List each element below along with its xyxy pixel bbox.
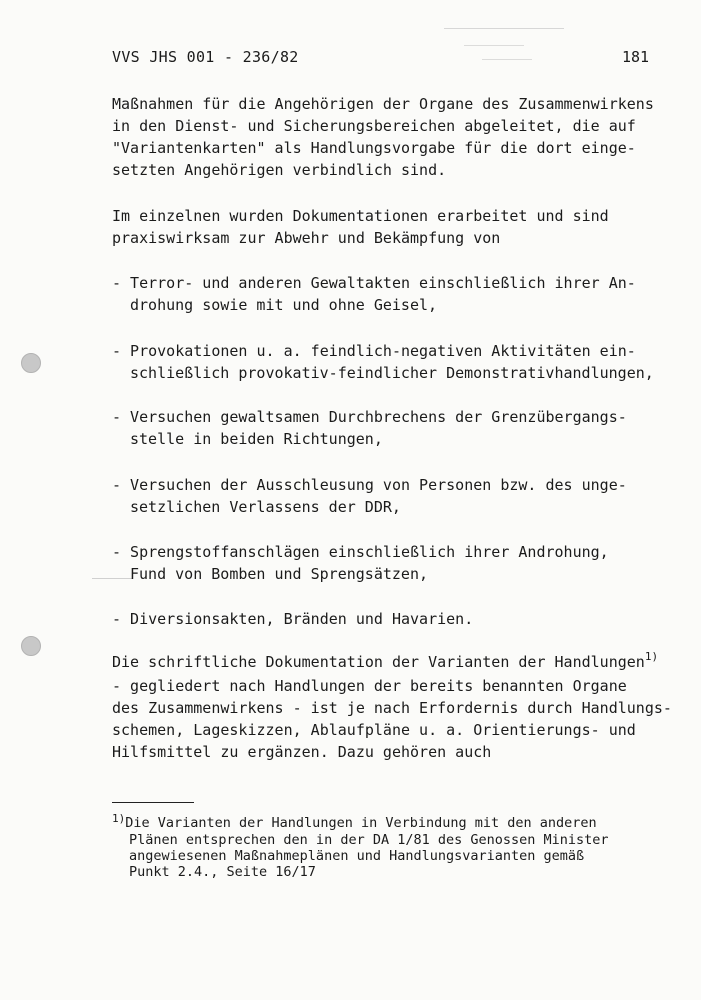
list-item-line: - Terror- und anderen Gewaltakten einschließlich ihrer An- bbox=[112, 274, 636, 292]
lead-line: Im einzelnen wurden Dokumentationen erarbeitet und sind bbox=[112, 207, 609, 225]
list-item-line: stelle in beiden Richtungen, bbox=[130, 430, 383, 448]
faint-stamp-mark bbox=[444, 28, 564, 77]
footnote-line: Punkt 2.4., Seite 16/17 bbox=[129, 864, 316, 880]
list-item-line: - Diversionsakten, Bränden und Havarien. bbox=[112, 610, 474, 628]
list-item-line: Fund von Bomben und Sprengsätzen, bbox=[130, 565, 429, 583]
list-item-line: schließlich provokativ-feindlicher Demonstrativhandlungen, bbox=[130, 364, 654, 382]
lead-line: praxiswirksam zur Abwehr und Bekämpfung von bbox=[112, 229, 501, 247]
footnote-marker: 1) bbox=[112, 812, 126, 825]
punch-hole-lower bbox=[21, 636, 41, 656]
intro-line: in den Dienst- und Sicherungsbereichen abgeleitet, die auf bbox=[112, 117, 636, 135]
footnote-divider bbox=[112, 802, 194, 803]
closing-line: schemen, Lageskizzen, Ablaufpläne u. a. Orientierungs- und bbox=[112, 721, 636, 739]
list-item-line: - Versuchen der Ausschleusung von Personen bzw. des unge- bbox=[112, 476, 627, 494]
list-item-line: setzlichen Verlassens der DDR, bbox=[130, 498, 401, 516]
lead-paragraph bbox=[112, 205, 687, 249]
closing-line bbox=[112, 651, 687, 675]
intro-line: "Variantenkarten" als Handlungsvorgabe für die dort einge- bbox=[112, 139, 636, 157]
footnote bbox=[112, 812, 682, 880]
intro-line: Maßnahmen für die Angehörigen der Organe des Zusammenwirkens bbox=[112, 95, 654, 113]
intro-paragraph bbox=[112, 93, 687, 181]
list-item bbox=[112, 608, 687, 630]
intro-line: setzten Angehörigen verbindlich sind. bbox=[112, 161, 447, 179]
footnote-line: angewiesenen Maßnahmeplänen und Handlungsvarianten gemäß bbox=[129, 848, 585, 864]
footnote-line: Plänen entsprechen den in der DA 1/81 des Genossen Minister bbox=[129, 832, 609, 848]
list-item bbox=[112, 272, 687, 316]
list-item bbox=[112, 340, 687, 384]
closing-line: des Zusammenwirkens - ist je nach Erfordernis durch Handlungs- bbox=[112, 699, 672, 717]
list-item-line: drohung sowie mit und ohne Geisel, bbox=[130, 296, 438, 314]
footnote-line-text: Die Varianten der Handlungen in Verbindung mit den anderen bbox=[125, 815, 597, 831]
punch-hole-upper bbox=[21, 353, 41, 373]
closing-line-text: Die schriftliche Dokumentation der Varianten der Handlungen bbox=[112, 653, 645, 671]
list-item bbox=[112, 474, 687, 518]
list-item bbox=[112, 406, 687, 450]
closing-paragraph bbox=[112, 651, 687, 763]
footnote-line bbox=[112, 812, 682, 832]
document-reference: VVS JHS 001 - 236/82 bbox=[112, 48, 299, 66]
list-item-line: - Versuchen gewaltsamen Durchbrechens der Grenzübergangs- bbox=[112, 408, 627, 426]
list-item-line: - Provokationen u. a. feindlich-negativen Aktivitäten ein- bbox=[112, 342, 636, 360]
closing-line: - gegliedert nach Handlungen der bereits benannten Organe bbox=[112, 677, 627, 695]
list-item bbox=[112, 541, 687, 585]
closing-line: Hilfsmittel zu ergänzen. Dazu gehören auch bbox=[112, 743, 492, 761]
footnote-reference: 1) bbox=[644, 650, 659, 663]
page-number: 181 bbox=[622, 48, 650, 66]
list-item-line: - Sprengstoffanschlägen einschließlich ihrer Androhung, bbox=[112, 543, 609, 561]
